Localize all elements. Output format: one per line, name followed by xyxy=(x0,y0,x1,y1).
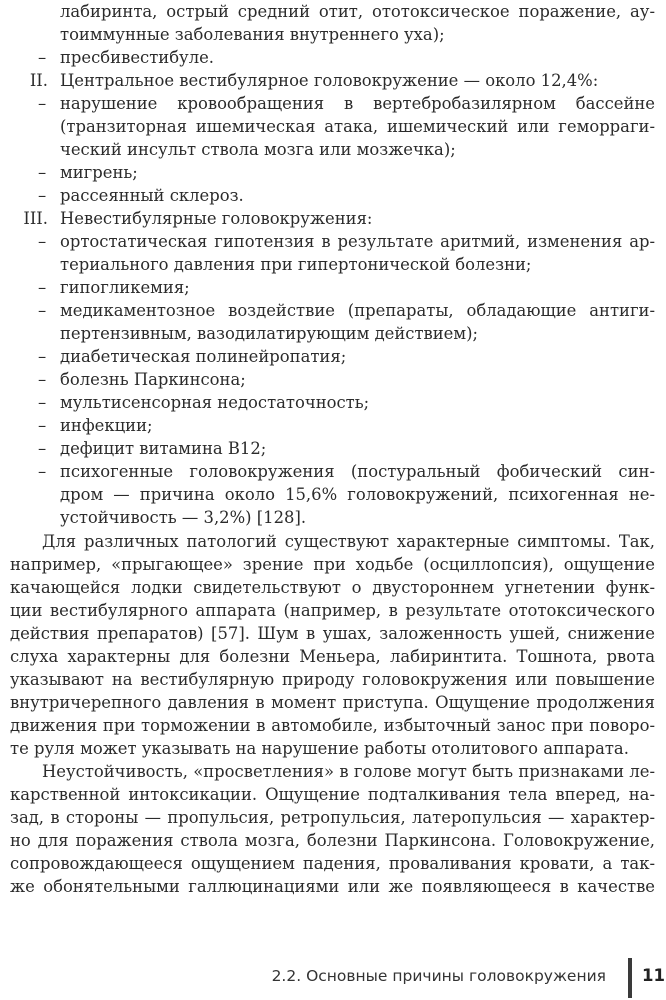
list-item: мультисенсорная недостаточность; xyxy=(60,393,370,412)
list-item: ортостатическая гипотензия в результате аритмий, изменения ар- xyxy=(60,232,655,251)
list-item: гипогликемия; xyxy=(60,278,190,297)
text-line: териального давления при гипертонической болезни; xyxy=(60,255,532,274)
list-item: пресбивестибуле. xyxy=(60,48,215,67)
list-item: рассеянный склероз. xyxy=(60,186,244,205)
paragraph-line: движения при торможении в автомобиле, избыточный занос при поворо- xyxy=(10,716,655,735)
section-number: III. xyxy=(23,209,48,228)
page-number: 11 xyxy=(642,966,665,985)
section-heading: Центральное вестибулярное головокружение — около 12,4%: xyxy=(60,71,599,90)
paragraph-line: действия препаратов) [57]. Шум в ушах, заложенность ушей, снижение xyxy=(10,624,655,643)
text-line: лабиринта, острый средний отит, ототоксическое поражение, ау- xyxy=(60,2,655,21)
list-item: инфекции; xyxy=(60,416,153,435)
text-line: устойчивость — 3,2%) [128]. xyxy=(60,508,307,527)
paragraph-line: но для поражения ствола мозга, болезни Паркинсона. Головокружение, xyxy=(10,831,655,850)
paragraph-line: качающейся лодки свидетельствуют о двустороннем угнетении функ- xyxy=(10,578,655,597)
paragraph-line: внутричерепного давления в момент приступа. Ощущение продолжения xyxy=(10,693,655,712)
list-dash: – xyxy=(38,48,47,67)
list-dash: – xyxy=(38,439,47,458)
list-item: дефицит витамина В12; xyxy=(60,439,267,458)
section-number: II. xyxy=(29,71,48,90)
text-line: (транзиторная ишемическая атака, ишемический или геморраги- xyxy=(60,117,655,136)
paragraph-line: зад, в стороны — пропульсия, ретропульсия, латеропульсия — характер- xyxy=(10,808,655,827)
paragraph-line: же обонятельными галлюцинациями или же появляющееся в качестве xyxy=(10,877,655,896)
list-item: психогенные головокружения (постуральный фобический син- xyxy=(60,462,655,481)
paragraph-line: карственной интоксикации. Ощущение подталкивания тела вперед, на- xyxy=(10,785,655,804)
list-item: диабетическая полинейропатия; xyxy=(60,347,347,366)
list-item: мигрень; xyxy=(60,163,138,182)
list-dash: – xyxy=(38,301,47,320)
list-dash: – xyxy=(38,186,47,205)
running-footer-title: 2.2. Основные причины головокружения xyxy=(271,967,606,985)
paragraph-line: Для различных патологий существуют характерные симптомы. Так, xyxy=(42,532,655,551)
paragraph-line: ции вестибулярного аппарата (например, в результате ототоксического xyxy=(10,601,655,620)
paragraph-line: слуха характерны для болезни Меньера, лабиринтита. Тошнота, рвота xyxy=(10,647,655,666)
footer-divider xyxy=(628,958,632,998)
paragraph-line: те руля может указывать на нарушение работы отолитового аппарата. xyxy=(10,739,629,758)
list-dash: – xyxy=(38,347,47,366)
page-footer xyxy=(0,958,666,998)
list-dash: – xyxy=(38,94,47,113)
paragraph-line: например, «прыгающее» зрение при ходьбе (осциллопсия), ощущение xyxy=(10,555,655,574)
paragraph-line: указывают на вестибулярную природу головокружения или повышение xyxy=(10,670,655,689)
text-line: ческий инсульт ствола мозга или мозжечка); xyxy=(60,140,456,159)
list-dash: – xyxy=(38,416,47,435)
list-dash: – xyxy=(38,278,47,297)
list-item: медикаментозное воздействие (препараты, обладающие антиги- xyxy=(60,301,655,320)
list-dash: – xyxy=(38,462,47,481)
list-dash: – xyxy=(38,370,47,389)
list-dash: – xyxy=(38,232,47,251)
text-line: пертензивным, вазодилатирующим действием); xyxy=(60,324,479,343)
list-item: болезнь Паркинсона; xyxy=(60,370,246,389)
text-line: дром — причина около 15,6% головокружений, психогенная не- xyxy=(60,485,655,504)
list-dash: – xyxy=(38,163,47,182)
section-heading: Невестибулярные головокружения: xyxy=(60,209,373,228)
list-item: нарушение кровообращения в вертебробазилярном бассейне xyxy=(60,94,655,113)
text-line: тоиммунные заболевания внутреннего уха); xyxy=(60,25,445,44)
list-dash: – xyxy=(38,393,47,412)
paragraph-line: Неустойчивость, «просветления» в голове могут быть признаками ле- xyxy=(42,762,655,781)
paragraph-line: сопровождающееся ощущением падения, проваливания кровати, а так- xyxy=(10,854,655,873)
